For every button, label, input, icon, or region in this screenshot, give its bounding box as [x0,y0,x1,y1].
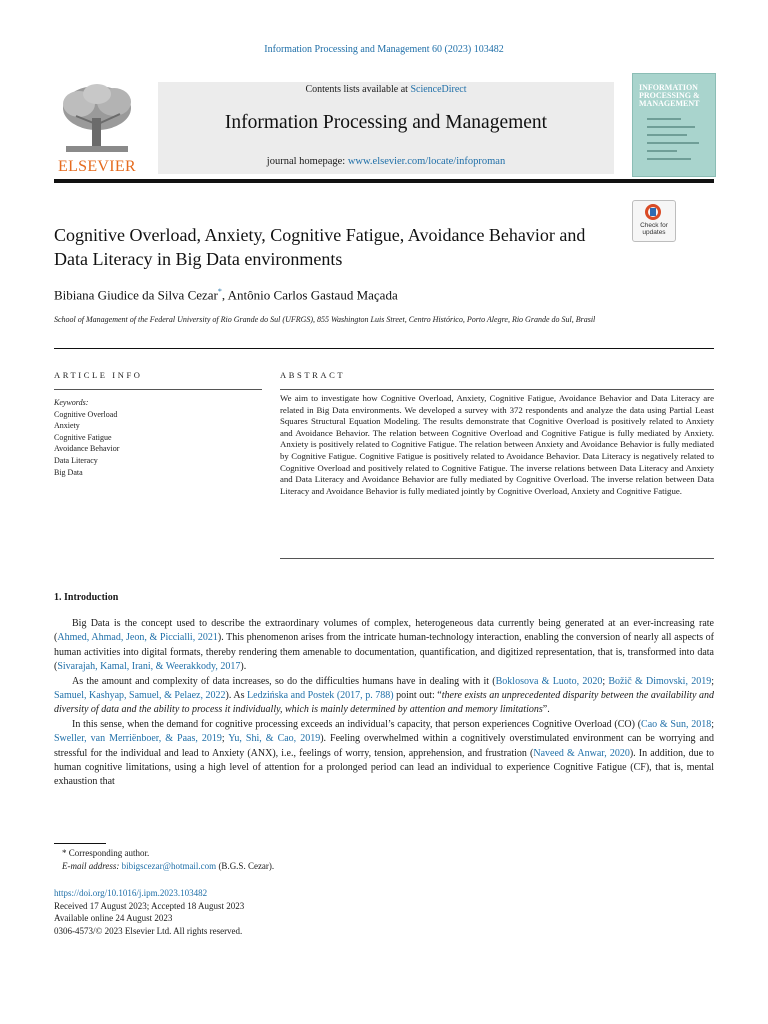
author-1[interactable]: Bibiana Giudice da Silva Cezar [54,287,218,303]
check-updates-label [633,222,675,236]
keyword-item: Anxiety [54,421,80,431]
paragraph [54,718,714,790]
section-rule [54,348,714,349]
keyword-item: Data Literacy [54,455,98,465]
text-run: ; [711,675,714,687]
bookmark-icon [650,208,656,216]
keyword-item: Cognitive Fatigue [54,432,112,442]
citation-link[interactable]: Ahmed, Ahmad, Jeon, & Piccialli, 2021 [57,632,218,644]
citation-link[interactable]: Sweller, van Merriënboer, & Paas, 2019 [54,733,222,745]
homepage-link[interactable]: www.elsevier.com/locate/infoproman [347,156,506,167]
text-run: ). This phenomenon arises from the intricate human-technology interaction, enabling the conversion of nearly all aspects of human activities into digital formats, thereby rendering them amenable to documentation, quantification, and digitized representation, that is, transformed into data ( [54,632,714,673]
abstract-text: We aim to investigate how Cognitive Overload, Anxiety, Cognitive Fatigue, Avoidance Behavior and Data Literacy are related in Big Data environments. We developed a survey with 372 respondents and analyze the data using Partial Least Squares Structural Equation Modeling. The results demonstrate that Cognitive Overload is positively related to Anxiety and Avoidance Behavior. The relation between Cognitive Overload and Cognitive Fatigue is fully mediated by Anxiety. Anxiety is positively related to Cognitive Fatigue. The relation between Anxiety and Avoidance Behavior is fully mediated by Cognitive Fatigue. Cognitive Fatigue is positively related to Avoidance Behavior. Data Literacy is negatively related to Cognitive Overload and positively related to Cognitive Fatigue. The inverse relations between Data Literacy and Anxiety and Data Literacy and Avoidance Behavior are fully mediated by Cognitive Overload. The inverse relation between Data Literacy and Avoidance Behavior is fully mediated jointly by Cognitive Overload, Anxiety and Cognitive Fatigue. [280,393,714,496]
footnote-rule [54,843,106,844]
abstract-heading: ABSTRACT [280,370,346,380]
online-date: Available online 24 August 2023 [54,913,173,924]
article-info-rule [54,389,262,390]
keywords-block [54,397,262,478]
email-label: E-mail address: [62,860,120,871]
paragraph [54,675,714,718]
article-metadata [54,887,244,937]
citation-link[interactable]: Cao & Sun, 2018 [641,718,712,730]
badge-line-1: Check for [640,222,668,229]
keyword-item: Avoidance Behavior [54,444,120,454]
journal-banner [158,82,614,174]
article-title: Cognitive Overload, Anxiety, Cognitive Fatigue, Avoidance Behavior and Data Literacy in Big Data environments [54,225,586,269]
email-note [62,860,274,873]
homepage-prefix: journal homepage: [266,156,348,167]
section-heading-introduction: 1. Introduction [54,592,119,603]
journal-reference[interactable]: Information Processing and Management 60 (2023) 103482 [264,44,504,55]
publisher-name: ELSEVIER [58,158,136,175]
text-run: ; [711,718,714,730]
cover-decoration [647,158,691,160]
keyword-item: Big Data [54,467,83,477]
text-run: As the amount and complexity of data increases, so do the difficulties humans have in dealing with it ( [72,675,496,687]
abstract-rule [280,389,714,390]
citation-link[interactable]: Boklosova & Luoto, 2020 [495,675,603,687]
received-dates: Received 17 August 2023; Accepted 18 August 2023 [54,900,245,911]
copyright: 0306-4573/© 2023 Elsevier Ltd. All rights reserved. [54,925,243,936]
affiliation: School of Management of the Federal University of Rio Grande do Sul (UFRGS), 855 Washington Luis Street, Centro Histórico, Porto Alegre, Rio Grande do Sul, Brasil [54,315,596,324]
footnote-star: * [62,848,67,858]
journal-title: Information Processing and Management [224,112,548,133]
cover-title: INFORMATION PROCESSING & MANAGEMENT [639,83,700,108]
author-2[interactable]: , Antônio Carlos Gastaud Maçada [221,287,398,303]
text-run: ”. [542,704,550,716]
corresponding-author-mark[interactable]: * [217,287,222,296]
cover-decoration [647,150,677,152]
citation-link[interactable]: Samuel, Kashyap, Samuel, & Pelaez, 2022 [54,690,226,702]
citation-link[interactable]: Yu, Shi, & Cao, 2019 [228,733,321,745]
citation-link[interactable]: Ledzińska and Postek (2017, p. 788) [247,690,394,702]
text-run: Big Data is the concept used to describe the extraordinary volumes of complex, heterogeneous data currently being generated at an ever-increasing rate ( [54,618,714,644]
tree-icon [54,80,140,158]
elsevier-logo [54,80,140,176]
paragraph [54,617,714,675]
quotation: there exists an unprecedented disparity between the availability and diversity of data and the ability to process it individually, which is mainly determined by attention and memory limitations [54,690,714,716]
badge-line-2: updates [642,229,666,236]
cover-decoration [647,126,695,128]
text-run: ; [221,733,229,745]
text-run: In this sense, when the demand for cognitive processing exceeds an individual’s capacity, that person experiences Cognitive Overload (CO) ( [72,718,642,730]
text-run: ; [602,675,609,687]
citation-link[interactable]: Božič & Dimovski, 2019 [608,675,712,687]
cover-decoration [647,118,681,120]
text-run: ). Feeling overwhelmed within a cognitively overstimulated environment can be worrying and stressful for the individual and lead to Anxiety (ANX), i.e., feelings of worry, tension, apprehension, and frustration ( [54,733,714,759]
text-run: ). As [225,690,248,702]
email-suffix: (B.G.S. Cezar). [216,860,275,871]
author-list [54,287,398,303]
cover-decoration [647,134,687,136]
citation-link[interactable]: Sivarajah, Kamal, Irani, & Weerakkody, 2017 [57,661,241,673]
text-run: point out: “ [393,690,442,702]
check-for-updates-button[interactable] [632,200,676,242]
email-link[interactable]: bibigscezar@hotmail.com [121,860,217,871]
contents-prefix: Contents lists available at [305,84,411,95]
header-rule [54,179,714,183]
keyword-item: Cognitive Overload [54,409,118,419]
journal-homepage [158,156,614,167]
text-run: ). [240,661,247,673]
corresponding-label: Corresponding author. [66,848,150,858]
citation-link[interactable]: Naveed & Anwar, 2020 [533,747,630,759]
keywords-label: Keywords: [54,398,89,407]
cover-decoration [647,142,699,144]
text-run: ). In addition, due to human cognitive limitations, using a high level of attention for a prolonged period can lead an individual to experience Cognitive Fatigue (CF), that is, mental exhaustion that [54,747,715,788]
journal-cover-thumbnail[interactable] [632,73,716,177]
abstract-end-rule [280,558,714,559]
footnote [62,847,274,872]
sciencedirect-link[interactable]: ScienceDirect [410,84,467,95]
article-info-heading: ARTICLE INFO [54,370,143,380]
contents-line [158,84,614,95]
doi-link[interactable]: https://doi.org/10.1016/j.ipm.2023.103482 [54,888,208,898]
corresponding-note [62,847,274,860]
introduction-body [54,617,714,790]
